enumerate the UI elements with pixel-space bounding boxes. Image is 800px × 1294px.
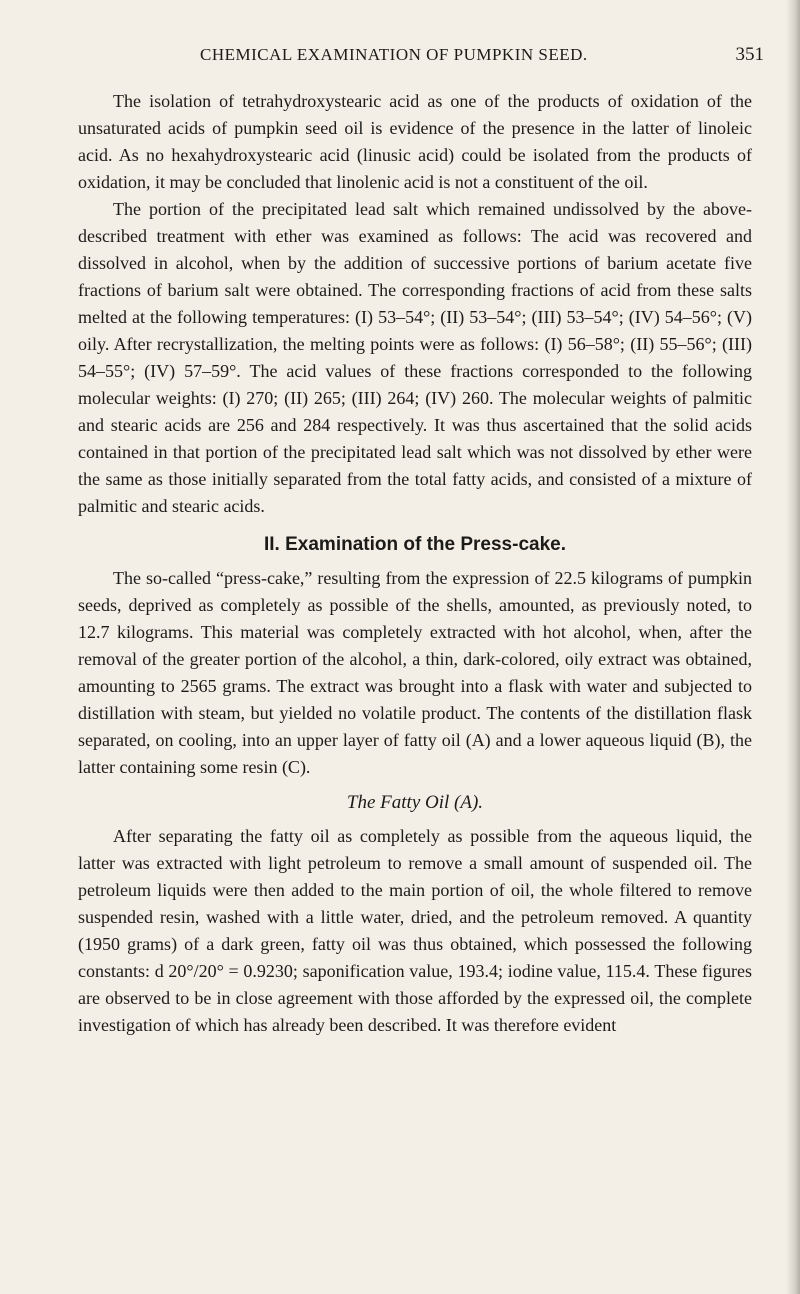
body-text bbox=[78, 88, 752, 1039]
paragraph-oxidation-products: The isolation of tetrahydroxystearic acid as one of the products of oxidation of the unsaturated acids of pumpkin seed oil is evidence of the presence in the latter of linoleic acid. As no hexahydroxystearic acid (linusic acid) could be isolated from the products of oxidation, it may be concluded that linolenic acid is not a constituent of the oil. bbox=[78, 91, 752, 192]
paragraph-lead-salt-fractions: The portion of the precipitated lead salt which remained undissolved by the above-described treatment with ether was examined as follows: The acid was recovered and dissolved in alcohol, when by the addition of successive portions of barium acetate five fractions of barium salt were obtained. The corresponding fractions of acid from these salts melted at the following temperatures: (I) 53–54°; (II) 53–54°; (III) 53–54°; (IV) 54–56°; (V) oily. After recrystallization, the melting points were as follows: (I) 56–58°; (II) 55–56°; (III) 54–55°; (IV) 57–59°. The acid values of these fractions corresponded to the following molecular weights: (I) 270; (II) 265; (III) 264; (IV) 260. The molecular weights of palmitic and stearic acids are 256 and 284 respectively. It was thus ascertained that the solid acids contained in that portion of the precipitated lead salt which was not dissolved by ether were the same as those initially separated from the total fatty acids, and consisted of a mixture of palmitic and stearic acids. bbox=[78, 199, 752, 516]
page-header bbox=[84, 38, 774, 72]
page-number: 351 bbox=[735, 44, 764, 65]
subsection-heading: The Fatty Oil (A). bbox=[346, 792, 484, 813]
running-head: CHEMICAL EXAMINATION OF PUMPKIN SEED. bbox=[200, 45, 588, 64]
section-heading: II. Examination of the Press-cake. bbox=[264, 534, 566, 555]
page-edge-shadow bbox=[786, 0, 800, 1294]
paragraph-fatty-oil: After separating the fatty oil as completely as possible from the aqueous liquid, the latter was extracted with light petroleum to remove a small amount of suspended oil. The petroleum liquids were then added to the main portion of oil, the whole filtered to remove suspended resin, washed with a little water, dried, and the petroleum removed. A quantity (1950 grams) of a dark green, fatty oil was thus obtained, which possessed the following constants: d 20°/20° = 0.9230; saponification value, 193.4; iodine value, 115.4. These figures are observed to be in close agreement with those afforded by the expressed oil, the complete investigation of which has already been described. It was therefore evident bbox=[78, 826, 752, 1035]
paragraph-press-cake: The so-called “press-cake,” resulting from the expression of 22.5 kilograms of pumpkin seeds, deprived as completely as possible of the shells, amounted, as previously noted, to 12.7 kilograms. This material was completely extracted with hot alcohol, when, after the removal of the greater portion of the alcohol, a thin, dark-colored, oily extract was obtained, amounting to 2565 grams. The extract was brought into a flask with water and subjected to distillation with steam, but yielded no volatile product. The contents of the distillation flask separated, on cooling, into an upper layer of fatty oil (A) and a lower aqueous liquid (B), the latter containing some resin (C). bbox=[78, 568, 752, 777]
